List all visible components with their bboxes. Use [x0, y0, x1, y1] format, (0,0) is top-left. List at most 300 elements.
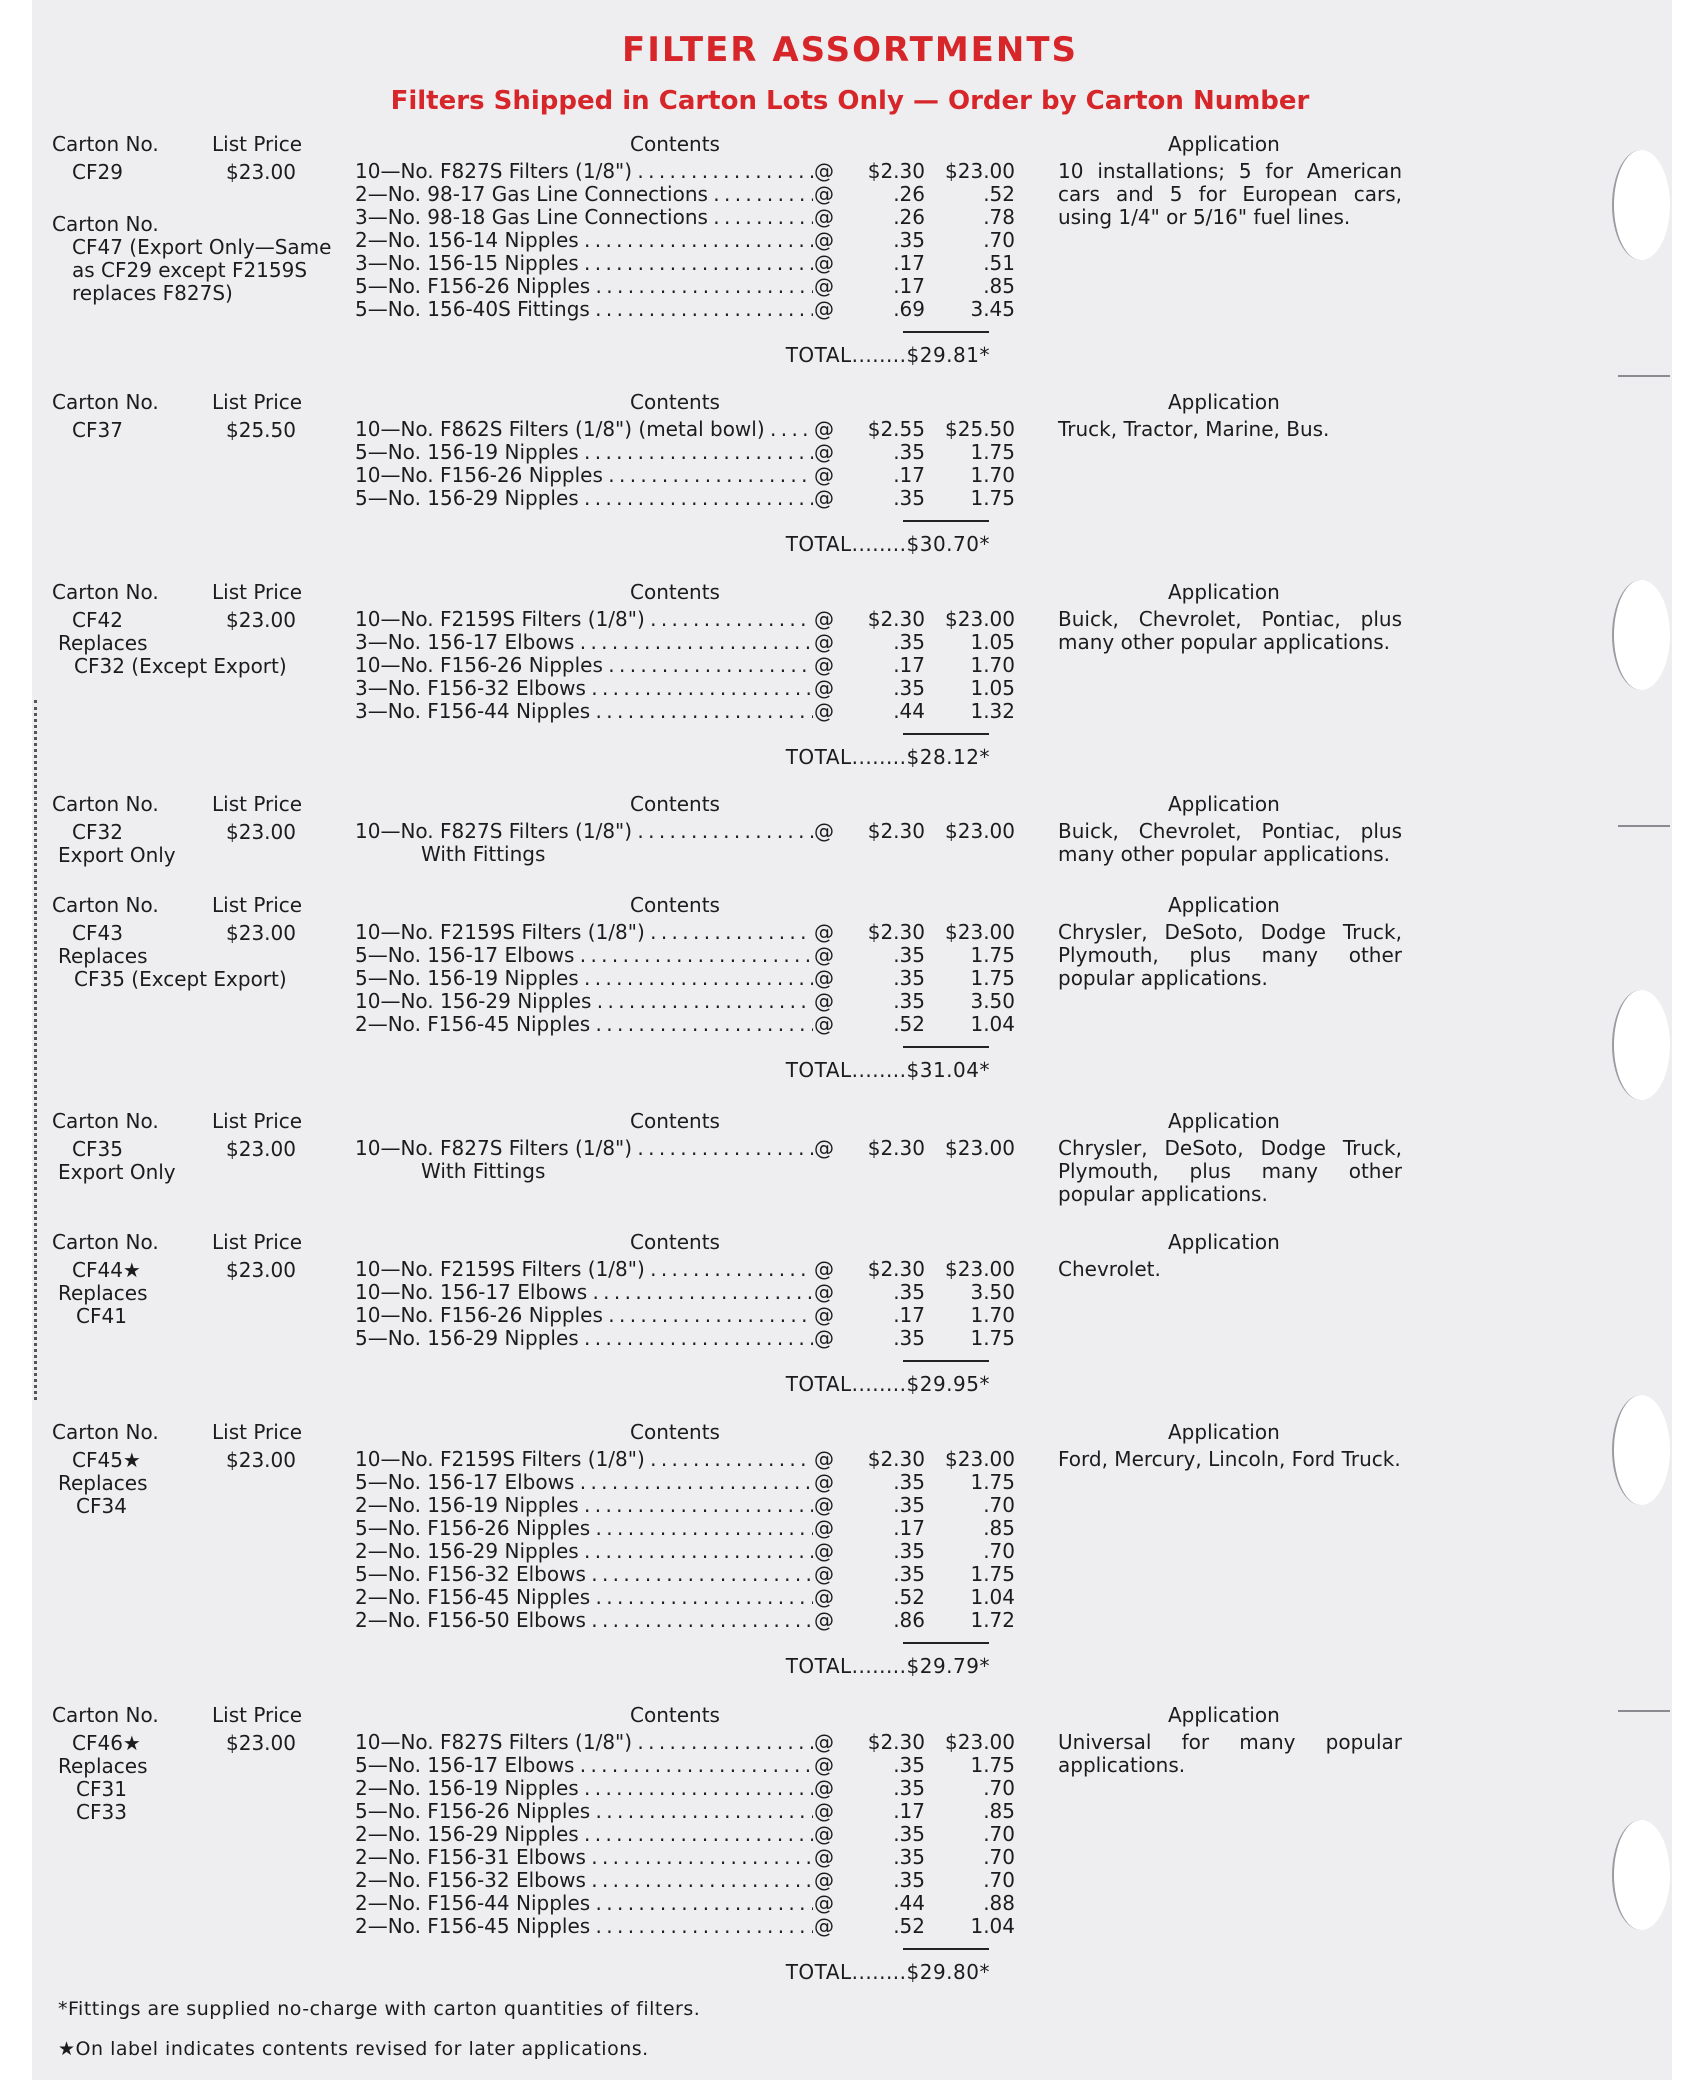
carton-number: CF32 [72, 820, 123, 844]
list-price: $23.00 [226, 1448, 296, 1472]
at-sign: @ [814, 1136, 834, 1160]
extended-price: 1.75 [970, 1562, 1015, 1586]
at-sign: @ [814, 1730, 834, 1754]
list-price: $23.00 [226, 1137, 296, 1161]
item-description: 2—No. 156-29 Nipples . . . [355, 1540, 813, 1563]
total-rule [903, 1360, 989, 1362]
contents-line [355, 966, 1015, 990]
extended-price: .70 [983, 1539, 1015, 1563]
list-price-header: List Price [212, 792, 303, 816]
at-sign: @ [814, 943, 834, 967]
extended-price: .70 [983, 1776, 1015, 1800]
extended-price: 3.45 [970, 297, 1015, 321]
extended-price: 1.75 [970, 966, 1015, 990]
carton-note: Replaces [58, 1754, 148, 1778]
unit-price: .44 [893, 699, 925, 723]
at-sign: @ [814, 1470, 834, 1494]
contents-line [355, 1562, 1015, 1586]
carton-no-header: Carton No. [52, 1420, 159, 1444]
extended-price: .70 [983, 1845, 1015, 1869]
contents-line [355, 228, 1015, 252]
item-description: 5—No. 156-17 Elbows . . . [355, 1471, 813, 1494]
unit-price: $2.55 [867, 417, 925, 441]
total-rule [903, 733, 989, 735]
unit-price: $2.30 [867, 1257, 925, 1281]
carton-no-header: Carton No. [52, 1703, 159, 1727]
contents-line [355, 440, 1015, 464]
item-description: 2—No. F156-45 Nipples . . . [355, 1915, 813, 1938]
extended-price: 1.75 [970, 1470, 1015, 1494]
extended-price: .51 [983, 251, 1015, 275]
contents-list [355, 920, 1015, 1036]
unit-price: .35 [893, 1562, 925, 1586]
carton-number: CF35 [72, 1137, 123, 1161]
carton-note: CF31 [76, 1777, 127, 1801]
item-description: 2—No. 156-19 Nipples . . . [355, 1777, 813, 1800]
carton-no-header: Carton No. [52, 132, 159, 156]
binder-hole [1612, 1395, 1670, 1505]
list-price-header: List Price [212, 1703, 303, 1727]
contents-line [355, 943, 1015, 967]
contents-line [355, 1753, 1015, 1777]
extended-price: .52 [983, 182, 1015, 206]
at-sign: @ [814, 1447, 834, 1471]
item-description: 3—No. F156-32 Elbows . . . [355, 677, 813, 700]
contents-line [355, 1891, 1015, 1915]
section-total: TOTAL........$28.12* [785, 745, 990, 769]
carton-note: replaces F827S) [72, 281, 233, 305]
unit-price: .35 [893, 966, 925, 990]
item-description: 10—No. F2159S Filters (1/8") . . . [355, 921, 813, 944]
contents-header: Contents [630, 1420, 720, 1444]
at-sign: @ [814, 297, 834, 321]
at-sign: @ [814, 676, 834, 700]
application-text: Truck, Tractor, Marine, Bus. [1058, 417, 1330, 441]
contents-line [355, 1585, 1015, 1609]
contents-line [355, 1493, 1015, 1517]
extended-price: .78 [983, 205, 1015, 229]
carton-note: CF33 [76, 1800, 127, 1824]
at-sign: @ [814, 1303, 834, 1327]
extended-price: 1.70 [970, 463, 1015, 487]
contents-header: Contents [630, 792, 720, 816]
carton-no-header: Carton No. [52, 792, 159, 816]
contents-line [355, 607, 1015, 631]
application-text: Buick, Chevrolet, Pontiac, plus many other popular applications. [1058, 819, 1402, 866]
at-sign: @ [814, 989, 834, 1013]
total-rule [903, 1046, 989, 1048]
item-description: 5—No. 156-29 Nipples . . . [355, 1327, 813, 1350]
at-sign: @ [814, 440, 834, 464]
contents-line [355, 1608, 1015, 1632]
carton-no-header: Carton No. [52, 390, 159, 414]
carton-no-header: Carton No. [52, 893, 159, 917]
item-description: 5—No. 156-17 Elbows . . . [355, 1754, 813, 1777]
at-sign: @ [814, 966, 834, 990]
unit-price: .35 [893, 1470, 925, 1494]
item-description: 10—No. 156-29 Nipples . . . [355, 990, 813, 1013]
unit-price: .44 [893, 1891, 925, 1915]
contents-list [355, 819, 1015, 866]
binder-hole [1612, 150, 1670, 260]
section-total: TOTAL........$31.04* [785, 1058, 990, 1082]
at-sign: @ [814, 1585, 834, 1609]
at-sign: @ [814, 653, 834, 677]
extended-price: $23.00 [945, 1136, 1015, 1160]
item-description: 2—No. 156-29 Nipples . . . [355, 1823, 813, 1846]
contents-line [355, 205, 1015, 229]
at-sign: @ [814, 1516, 834, 1540]
at-sign: @ [814, 1868, 834, 1892]
total-rule [903, 331, 989, 333]
unit-price: .35 [893, 1822, 925, 1846]
contents-list [355, 1730, 1015, 1938]
application-text: 10 installations; 5 for American cars and 5 for European cars, using 1/4" or 5/16" fuel lines. [1058, 159, 1402, 229]
carton-note: Replaces [58, 631, 148, 655]
unit-price: .52 [893, 1012, 925, 1036]
carton-note: Replaces [58, 1471, 148, 1495]
footnote-fittings: *Fittings are supplied no-charge with carton quantities of filters. [58, 1998, 701, 2020]
item-description: 2—No. 156-19 Nipples . . . [355, 1494, 813, 1517]
at-sign: @ [814, 630, 834, 654]
list-price-header: List Price [212, 1109, 303, 1133]
at-sign: @ [814, 1257, 834, 1281]
at-sign: @ [814, 920, 834, 944]
section-total: TOTAL........$29.80* [785, 1960, 990, 1984]
item-description: 5—No. 156-29 Nipples . . . [355, 487, 813, 510]
unit-price: .17 [893, 251, 925, 275]
contents-header: Contents [630, 1230, 720, 1254]
list-price: $23.00 [226, 921, 296, 945]
contents-line [355, 1539, 1015, 1563]
carton-note: Export Only [58, 843, 176, 867]
contents-line [355, 182, 1015, 206]
binder-tick [1618, 375, 1670, 377]
item-description: 3—No. 98-18 Gas Line Connections . . . [355, 206, 813, 229]
contents-note-row [355, 1160, 995, 1183]
total-rule [903, 1948, 989, 1950]
perforation-edge [34, 700, 37, 1400]
extended-price: .70 [983, 1493, 1015, 1517]
unit-price: .69 [893, 297, 925, 321]
contents-line [355, 1845, 1015, 1869]
unit-price: .35 [893, 1280, 925, 1304]
carton-note: Replaces [58, 944, 148, 968]
carton-note: Carton No. [52, 212, 159, 236]
application-text: Ford, Mercury, Lincoln, Ford Truck. [1058, 1447, 1401, 1471]
contents-line [355, 653, 1015, 677]
contents-line [355, 1136, 1015, 1160]
extended-price: .85 [983, 274, 1015, 298]
contents-line [355, 630, 1015, 654]
contents-line [355, 463, 1015, 487]
extended-price: $23.00 [945, 159, 1015, 183]
page-title: FILTER ASSORTMENTS [621, 30, 1079, 70]
at-sign: @ [814, 607, 834, 631]
at-sign: @ [814, 1822, 834, 1846]
total-rule [903, 520, 989, 522]
footnote-star: ★On label indicates contents revised for later applications. [58, 2038, 649, 2060]
contents-line [355, 1776, 1015, 1800]
item-description: 10—No. F156-26 Nipples . . . [355, 654, 813, 677]
section-total: TOTAL........$29.81* [785, 343, 990, 367]
unit-price: .35 [893, 1868, 925, 1892]
carton-note: CF41 [76, 1304, 127, 1328]
contents-line [355, 1914, 1015, 1938]
contents-line [355, 486, 1015, 510]
list-price-header: List Price [212, 390, 303, 414]
application-text: Buick, Chevrolet, Pontiac, plus many other popular applications. [1058, 607, 1402, 654]
item-description: 10—No. 156-17 Elbows . . . [355, 1281, 813, 1304]
unit-price: .35 [893, 440, 925, 464]
extended-price: .85 [983, 1516, 1015, 1540]
at-sign: @ [814, 1845, 834, 1869]
item-description: 2—No. F156-45 Nipples . . . [355, 1586, 813, 1609]
carton-number: CF37 [72, 418, 123, 442]
at-sign: @ [814, 1562, 834, 1586]
application-header: Application [1168, 1230, 1280, 1254]
contents-line [355, 251, 1015, 275]
unit-price: .17 [893, 463, 925, 487]
item-description: 10—No. F827S Filters (1/8") . . . [355, 820, 813, 843]
total-rule [903, 1642, 989, 1644]
unit-price: $2.30 [867, 607, 925, 631]
extended-price: 3.50 [970, 989, 1015, 1013]
extended-price: 1.04 [970, 1585, 1015, 1609]
item-description: 10—No. F862S Filters (1/8") (metal bowl) . . . [355, 418, 813, 441]
unit-price: .35 [893, 989, 925, 1013]
extended-price: 1.32 [970, 699, 1015, 723]
extended-price: 1.70 [970, 653, 1015, 677]
with-fittings-note: With Fittings [421, 1159, 546, 1183]
contents-note-row [355, 843, 995, 866]
item-description: 5—No. F156-26 Nipples . . . [355, 1800, 813, 1823]
carton-note: CF32 (Except Export) [74, 654, 287, 678]
contents-line [355, 1326, 1015, 1350]
item-description: 2—No. F156-50 Elbows . . . [355, 1609, 813, 1632]
item-description: 10—No. F156-26 Nipples . . . [355, 464, 813, 487]
application-header: Application [1168, 893, 1280, 917]
item-description: 10—No. F156-26 Nipples . . . [355, 1304, 813, 1327]
contents-line [355, 676, 1015, 700]
application-text: Chrysler, DeSoto, Dodge Truck, Plymouth, plus many other popular applications. [1058, 920, 1402, 990]
unit-price: .35 [893, 1326, 925, 1350]
section-total: TOTAL........$30.70* [785, 532, 990, 556]
application-header: Application [1168, 1420, 1280, 1444]
application-header: Application [1168, 132, 1280, 156]
unit-price: .17 [893, 653, 925, 677]
binder-hole [1612, 990, 1670, 1100]
carton-number: CF44★ [72, 1258, 141, 1282]
contents-line [355, 1280, 1015, 1304]
carton-number: CF45★ [72, 1448, 141, 1472]
contents-header: Contents [630, 893, 720, 917]
contents-list [355, 159, 1015, 321]
unit-price: .35 [893, 943, 925, 967]
contents-list [355, 1136, 1015, 1183]
contents-line [355, 1447, 1015, 1471]
extended-price: .70 [983, 228, 1015, 252]
application-header: Application [1168, 1109, 1280, 1133]
unit-price: .35 [893, 1776, 925, 1800]
item-description: 10—No. F827S Filters (1/8") . . . [355, 1137, 813, 1160]
carton-note: CF47 (Export Only—Same [72, 235, 332, 259]
at-sign: @ [814, 1326, 834, 1350]
contents-line [355, 1516, 1015, 1540]
unit-price: $2.30 [867, 159, 925, 183]
extended-price: $25.50 [945, 417, 1015, 441]
extended-price: $23.00 [945, 1730, 1015, 1754]
contents-header: Contents [630, 1703, 720, 1727]
at-sign: @ [814, 1799, 834, 1823]
unit-price: .35 [893, 1539, 925, 1563]
list-price: $23.00 [226, 820, 296, 844]
at-sign: @ [814, 819, 834, 843]
unit-price: .35 [893, 676, 925, 700]
item-description: 5—No. 156-19 Nipples . . . [355, 441, 813, 464]
carton-note: as CF29 except F2159S [72, 258, 308, 282]
item-description: 2—No. F156-44 Nipples . . . [355, 1892, 813, 1915]
item-description: 5—No. 156-40S Fittings . . . [355, 298, 813, 321]
at-sign: @ [814, 274, 834, 298]
contents-line [355, 1822, 1015, 1846]
at-sign: @ [814, 251, 834, 275]
extended-price: 1.70 [970, 1303, 1015, 1327]
item-description: 5—No. F156-26 Nipples . . . [355, 275, 813, 298]
contents-list [355, 1447, 1015, 1632]
at-sign: @ [814, 1539, 834, 1563]
contents-line [355, 1012, 1015, 1036]
extended-price: $23.00 [945, 920, 1015, 944]
carton-no-header: Carton No. [52, 1230, 159, 1254]
at-sign: @ [814, 159, 834, 183]
binder-tick [1618, 1710, 1670, 1712]
list-price-header: List Price [212, 1230, 303, 1254]
at-sign: @ [814, 1012, 834, 1036]
carton-no-header: Carton No. [52, 1109, 159, 1133]
unit-price: .26 [893, 182, 925, 206]
extended-price: 3.50 [970, 1280, 1015, 1304]
extended-price: .70 [983, 1868, 1015, 1892]
unit-price: $2.30 [867, 819, 925, 843]
list-price: $23.00 [226, 1258, 296, 1282]
unit-price: .26 [893, 205, 925, 229]
item-description: 5—No. F156-26 Nipples . . . [355, 1517, 813, 1540]
contents-header: Contents [630, 390, 720, 414]
extended-price: 1.72 [970, 1608, 1015, 1632]
unit-price: .17 [893, 1799, 925, 1823]
contents-line [355, 1470, 1015, 1494]
unit-price: .35 [893, 1753, 925, 1777]
unit-price: .17 [893, 1516, 925, 1540]
unit-price: .52 [893, 1585, 925, 1609]
extended-price: .88 [983, 1891, 1015, 1915]
extended-price: 1.04 [970, 1012, 1015, 1036]
extended-price: 1.75 [970, 1753, 1015, 1777]
carton-note: Export Only [58, 1160, 176, 1184]
item-description: 2—No. F156-31 Elbows . . . [355, 1846, 813, 1869]
contents-list [355, 1257, 1015, 1350]
at-sign: @ [814, 1608, 834, 1632]
item-description: 3—No. 156-15 Nipples . . . [355, 252, 813, 275]
contents-line [355, 417, 1015, 441]
list-price: $23.00 [226, 160, 296, 184]
item-description: 10—No. F827S Filters (1/8") . . . [355, 160, 813, 183]
extended-price: 1.75 [970, 486, 1015, 510]
binder-tick [1618, 825, 1670, 827]
list-price-header: List Price [212, 1420, 303, 1444]
unit-price: .17 [893, 274, 925, 298]
item-description: 3—No. F156-44 Nipples . . . [355, 700, 813, 723]
at-sign: @ [814, 182, 834, 206]
carton-no-header: Carton No. [52, 580, 159, 604]
contents-list [355, 417, 1015, 510]
extended-price: 1.04 [970, 1914, 1015, 1938]
at-sign: @ [814, 1493, 834, 1517]
list-price: $23.00 [226, 608, 296, 632]
unit-price: .35 [893, 1493, 925, 1517]
item-description: 5—No. 156-17 Elbows . . . [355, 944, 813, 967]
extended-price: $23.00 [945, 819, 1015, 843]
contents-header: Contents [630, 580, 720, 604]
list-price: $25.50 [226, 418, 296, 442]
contents-header: Contents [630, 132, 720, 156]
item-description: 5—No. F156-32 Elbows . . . [355, 1563, 813, 1586]
binder-hole [1612, 1820, 1670, 1930]
at-sign: @ [814, 1753, 834, 1777]
contents-line [355, 1799, 1015, 1823]
contents-line [355, 1868, 1015, 1892]
item-description: 10—No. F2159S Filters (1/8") . . . [355, 608, 813, 631]
carton-number: CF29 [72, 160, 123, 184]
extended-price: 1.05 [970, 630, 1015, 654]
with-fittings-note: With Fittings [421, 842, 546, 866]
contents-line [355, 989, 1015, 1013]
contents-header: Contents [630, 1109, 720, 1133]
at-sign: @ [814, 1891, 834, 1915]
unit-price: $2.30 [867, 1447, 925, 1471]
unit-price: .35 [893, 630, 925, 654]
item-description: 2—No. 98-17 Gas Line Connections . . . [355, 183, 813, 206]
item-description: 3—No. 156-17 Elbows . . . [355, 631, 813, 654]
at-sign: @ [814, 1776, 834, 1800]
unit-price: $2.30 [867, 920, 925, 944]
section-total: TOTAL........$29.79* [785, 1654, 990, 1678]
item-description: 5—No. 156-19 Nipples . . . [355, 967, 813, 990]
contents-line [355, 1303, 1015, 1327]
at-sign: @ [814, 463, 834, 487]
at-sign: @ [814, 417, 834, 441]
contents-line [355, 699, 1015, 723]
item-description: 2—No. F156-45 Nipples . . . [355, 1013, 813, 1036]
carton-number: CF46★ [72, 1731, 141, 1755]
extended-price: 1.75 [970, 440, 1015, 464]
at-sign: @ [814, 486, 834, 510]
list-price-header: List Price [212, 580, 303, 604]
carton-number: CF43 [72, 921, 123, 945]
binder-hole [1612, 580, 1670, 690]
list-price: $23.00 [226, 1731, 296, 1755]
extended-price: .70 [983, 1822, 1015, 1846]
carton-note: CF34 [76, 1494, 127, 1518]
list-price-header: List Price [212, 132, 303, 156]
extended-price: 1.75 [970, 1326, 1015, 1350]
section-total: TOTAL........$29.95* [785, 1372, 990, 1396]
application-header: Application [1168, 580, 1280, 604]
contents-line [355, 159, 1015, 183]
unit-price: .17 [893, 1303, 925, 1327]
item-description: 2—No. 156-14 Nipples . . . [355, 229, 813, 252]
